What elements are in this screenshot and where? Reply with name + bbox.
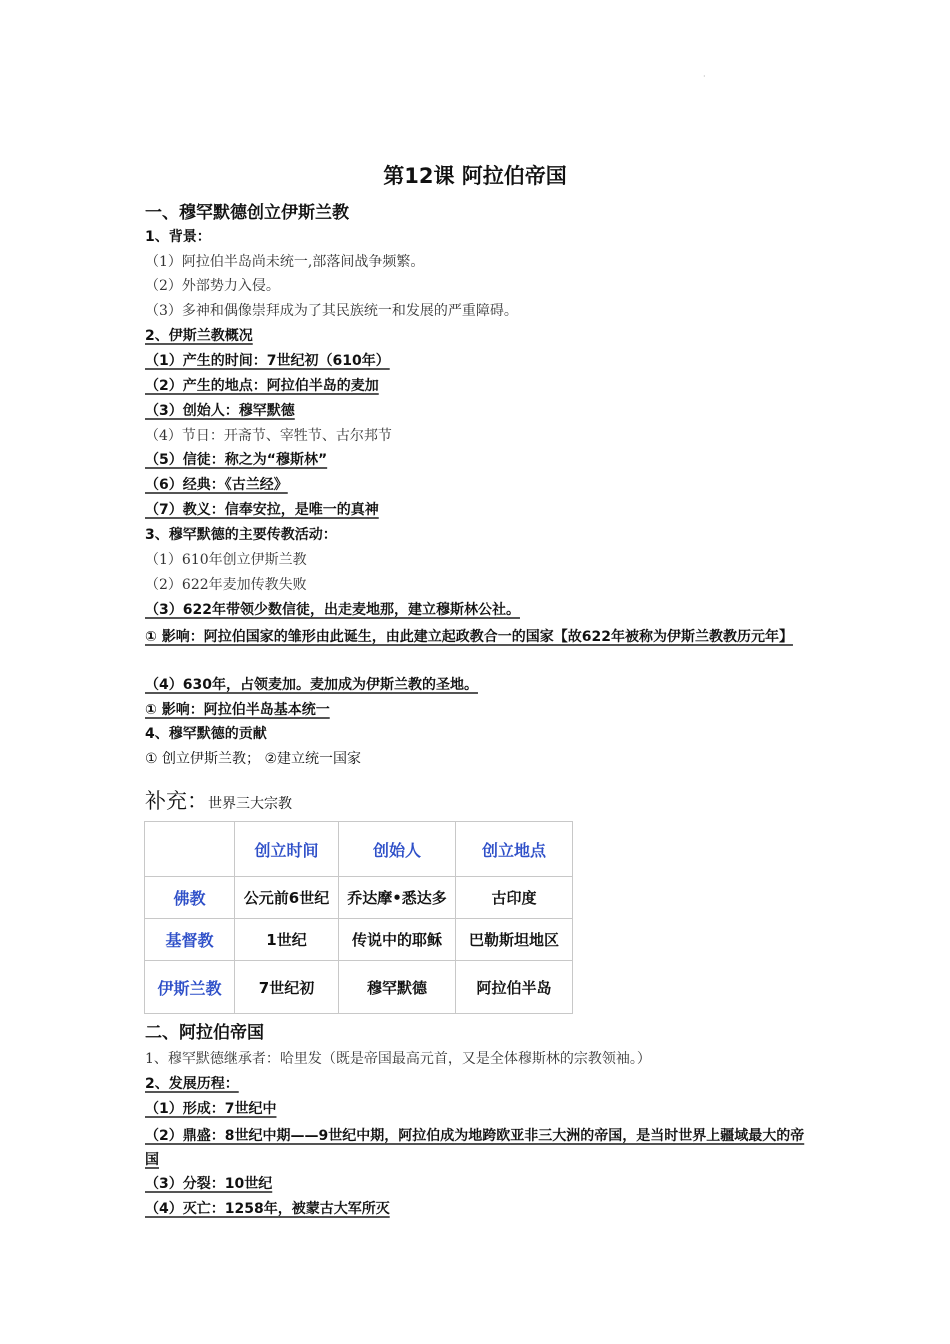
table-cell: 古印度 <box>456 877 573 919</box>
development-title: 2、发展历程： <box>145 1076 239 1092</box>
contribution-text: ① 创立伊斯兰教； ②建立统一国家 <box>145 751 362 767</box>
overview-item: （1）产生的时间：7世纪初（610年） <box>145 353 390 369</box>
contribution-title: 4、穆罕默德的贡献 <box>145 726 267 742</box>
successor-text: 1、穆罕默德继承者：哈里发（既是帝国最高元首，又是全体穆斯林的宗教领袖。） <box>145 1051 651 1067</box>
activities-title: 3、穆罕默德的主要传教活动： <box>145 527 337 543</box>
supplement-heading <box>145 788 292 817</box>
table-row-header: 基督教 <box>145 919 235 961</box>
development-item: （4）灭亡：1258年，被蒙古大军所灭 <box>145 1201 390 1217</box>
table-cell: 7世纪初 <box>235 961 339 1014</box>
religions-table <box>144 821 573 1014</box>
table-header-cell: 创立时间 <box>235 822 339 877</box>
background-item: （1）阿拉伯半岛尚未统一,部落间战争频繁。 <box>145 254 425 270</box>
activity-item: （2）622年麦加传教失败 <box>145 577 307 593</box>
table-row <box>145 877 573 919</box>
development-item: （1）形成：7世纪中 <box>145 1101 277 1117</box>
table-header-cell: 创始人 <box>339 822 456 877</box>
table-cell: 穆罕默德 <box>339 961 456 1014</box>
overview-title: 2、伊斯兰教概况 <box>145 328 253 344</box>
supplement-label: 补充： <box>145 789 208 813</box>
section-1-heading: 一、穆罕默德创立伊斯兰教 <box>145 203 349 223</box>
activity-item: （3）622年带领少数信徒，出走麦地那，建立穆斯林公社。 <box>145 602 520 618</box>
activity-item: （4）630年，占领麦加。麦加成为伊斯兰教的圣地。 <box>145 677 478 693</box>
table-header-cell <box>145 822 235 877</box>
table-row-header: 伊斯兰教 <box>145 961 235 1014</box>
activity-impact: ① 影响：阿拉伯半岛基本统一 <box>145 702 330 718</box>
background-item: （2）外部势力入侵。 <box>145 278 280 294</box>
background-title: 1、背景： <box>145 229 211 245</box>
overview-item: （2）产生的地点：阿拉伯半岛的麦加 <box>145 378 379 394</box>
table-row-header: 佛教 <box>145 877 235 919</box>
table-row <box>145 919 573 961</box>
overview-item: （7）教义：信奉安拉，是唯一的真神 <box>145 502 379 518</box>
development-item: （2）鼎盛：8世纪中期——9世纪中期，阿拉伯成为地跨欧亚非三大洲的帝国，是当时世界上疆域最大的帝国 <box>145 1128 805 1168</box>
section-2-heading: 二、阿拉伯帝国 <box>145 1023 264 1043</box>
table-cell: 1世纪 <box>235 919 339 961</box>
table-cell: 传说中的耶稣 <box>339 919 456 961</box>
activity-impact: ① 影响：阿拉伯国家的雏形由此诞生，由此建立起政教合一的国家【故622年被称为伊斯兰教教历元年】 <box>145 629 793 645</box>
table-cell: 乔达摩•悉达多 <box>339 877 456 919</box>
page-mark: · <box>703 72 706 81</box>
development-item: （3）分裂：10世纪 <box>145 1176 273 1192</box>
supplement-topic: 世界三大宗教 <box>208 796 292 812</box>
table-row <box>145 961 573 1014</box>
overview-item: （5）信徒：称之为“穆斯林” <box>145 452 328 468</box>
table-cell: 阿拉伯半岛 <box>456 961 573 1014</box>
background-item: （3）多神和偶像崇拜成为了其民族统一和发展的严重障碍。 <box>145 303 518 319</box>
activity-item: （1）610年创立伊斯兰教 <box>145 552 307 568</box>
table-cell: 公元前6世纪 <box>235 877 339 919</box>
table-header-row <box>145 822 573 877</box>
table-cell: 巴勒斯坦地区 <box>456 919 573 961</box>
page-title: 第12课 阿拉伯帝国 <box>383 164 567 188</box>
overview-item: （6）经典：《古兰经》 <box>145 477 288 493</box>
overview-item: （3）创始人：穆罕默德 <box>145 403 295 419</box>
table-header-cell: 创立地点 <box>456 822 573 877</box>
overview-item: （4）节日：开斋节、宰牲节、古尔邦节 <box>145 428 392 444</box>
